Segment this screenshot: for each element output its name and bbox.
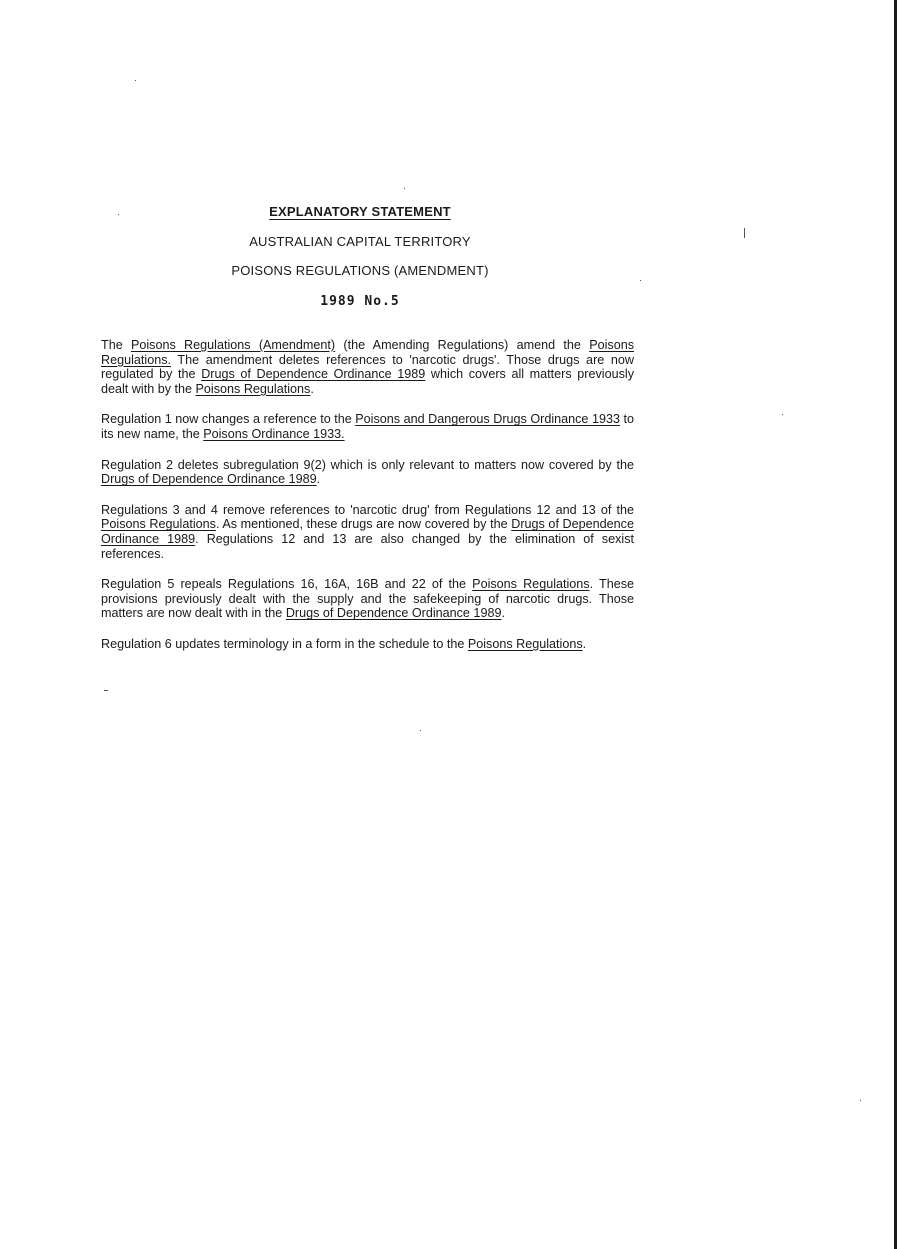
text-run: Regulation 5 repeals Regulations 16, 16A, 16B and 22 of the bbox=[101, 577, 473, 592]
text-run: Regulations 3 and 4 remove references to 'narcotic drug' from Regulations 12 and 13 of the bbox=[101, 502, 634, 517]
text-run: The amendment deletes references to 'narcotic drugs'. Those drugs are now regulated by the bbox=[101, 352, 634, 382]
scan-speck bbox=[135, 80, 136, 81]
scan-speck bbox=[744, 228, 745, 238]
text-run: . bbox=[316, 472, 321, 487]
underlined-citation: Poisons Regulations bbox=[195, 381, 311, 396]
paragraph-4 bbox=[101, 503, 634, 561]
text-run: Regulation 2 deletes subregulation 9(2) which is only relevant to matters now covered by the bbox=[101, 457, 634, 472]
scan-speck bbox=[404, 188, 405, 189]
scan-speck bbox=[104, 690, 108, 691]
paragraph-3 bbox=[101, 458, 634, 487]
text-run: to its new name, the bbox=[101, 412, 634, 441]
underlined-citation: Drugs of Dependence Ordinance 1989 bbox=[101, 517, 634, 546]
underlined-citation: Poisons Regulations (Amendment) bbox=[130, 338, 336, 352]
paragraph-2 bbox=[101, 412, 634, 441]
scan-speck bbox=[782, 414, 783, 415]
regulations-heading: POISONS REGULATIONS (AMENDMENT) bbox=[231, 263, 489, 278]
statement-body bbox=[101, 338, 634, 668]
text-run: The bbox=[101, 338, 131, 352]
text-run: . These provisions previously dealt with the supply and the safekeeping of narcotic drugs. Those matters are now dealt with in the bbox=[101, 577, 634, 621]
territory-heading: AUSTRALIAN CAPITAL TERRITORY bbox=[249, 234, 471, 249]
scan-speck bbox=[860, 1100, 861, 1101]
scan-speck bbox=[420, 730, 421, 731]
underlined-citation: Poisons and Dangerous Drugs Ordinance 1933 bbox=[355, 412, 620, 427]
text-run: which covers all matters previously dealt with by the bbox=[101, 367, 634, 396]
text-run: . bbox=[582, 636, 587, 651]
paragraph-6 bbox=[101, 637, 634, 652]
text-run: . bbox=[501, 606, 505, 621]
regulation-number: 1989 No.5 bbox=[320, 294, 400, 309]
text-run: . Regulations 12 and 13 are also changed by the elimination of sexist references. bbox=[101, 531, 635, 561]
document-title: EXPLANATORY STATEMENT bbox=[269, 204, 451, 219]
underlined-citation: Poisons Regulations bbox=[472, 577, 590, 592]
underlined-citation: Drugs of Dependence Ordinance 1989 bbox=[285, 606, 502, 621]
text-run: (the Amending Regulations) amend the bbox=[335, 338, 590, 352]
underlined-citation: Poisons Regulations bbox=[467, 636, 583, 651]
paragraph-5 bbox=[101, 577, 634, 621]
scan-speck bbox=[118, 214, 119, 215]
underlined-citation: Poisons Regulations bbox=[101, 517, 216, 532]
underlined-citation: Drugs of Dependence Ordinance 1989 bbox=[201, 367, 426, 382]
underlined-citation: Drugs of Dependence Ordinance 1989 bbox=[101, 472, 317, 487]
underlined-citation: Poisons Regulations. bbox=[101, 338, 635, 367]
scan-speck bbox=[640, 280, 641, 281]
text-run: . As mentioned, these drugs are now covered by the bbox=[215, 517, 512, 532]
underlined-citation: Poisons Ordinance 1933. bbox=[203, 426, 345, 441]
text-run: Regulation 1 now changes a reference to the bbox=[101, 412, 356, 427]
text-run: . bbox=[310, 381, 314, 396]
text-run: Regulation 6 updates terminology in a form in the schedule to the bbox=[101, 636, 468, 651]
paragraph-1 bbox=[101, 338, 634, 396]
